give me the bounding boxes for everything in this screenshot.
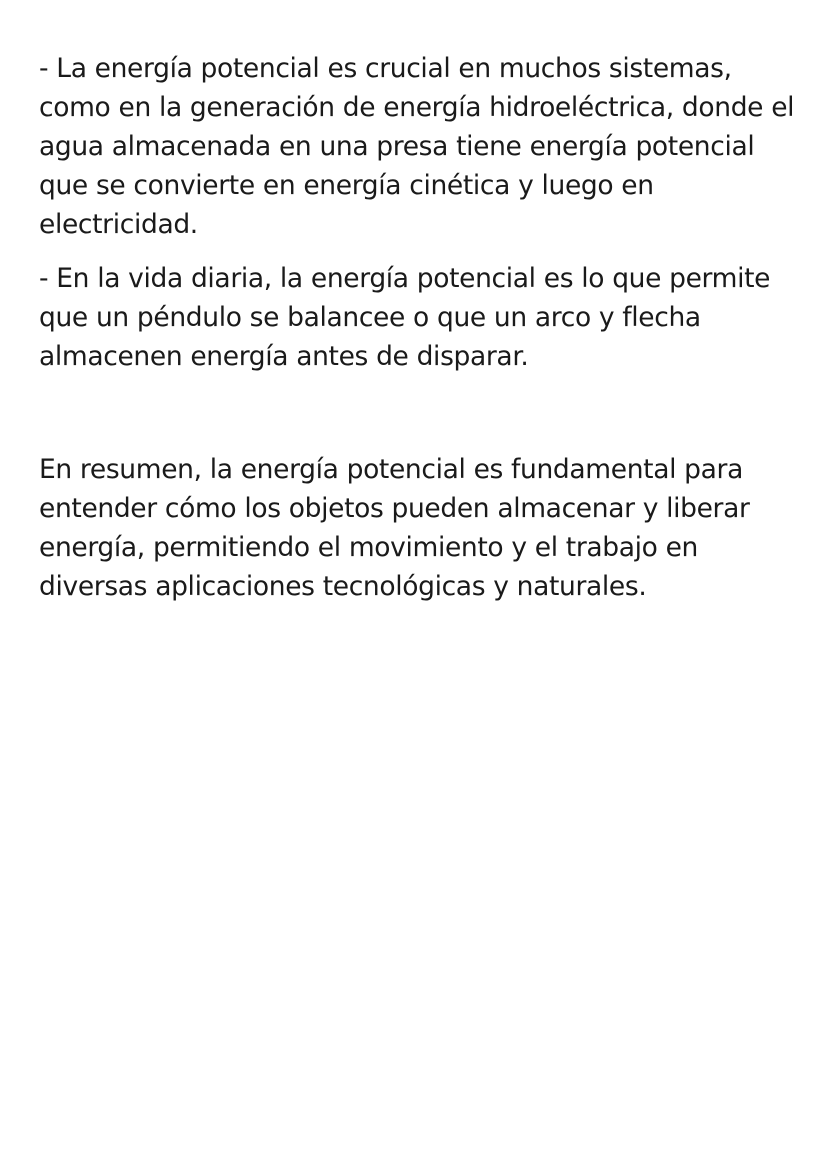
summary-paragraph: En resumen, la energía potencial es fundamental para entender cómo los objetos pueden almacenar y liberar energía, permitiendo el movimiento y el trabajo en diversas aplicaciones tecnológicas y naturales. — [39, 454, 750, 602]
bullet-paragraph-daily-life: - En la vida diaria, la energía potencial es lo que permite que un péndulo se balancee o que un arco y flecha almacenen energía antes de disparar. — [39, 263, 771, 372]
bullet-paragraph-hydroelectric: - La energía potencial es crucial en muchos sistemas, como en la generación de energía hidroeléctrica, donde el agua almacenada en una presa tiene energía potencial que se convierte en energía cinética y luego en electricidad. — [39, 53, 795, 240]
document-page — [39, 49, 799, 606]
